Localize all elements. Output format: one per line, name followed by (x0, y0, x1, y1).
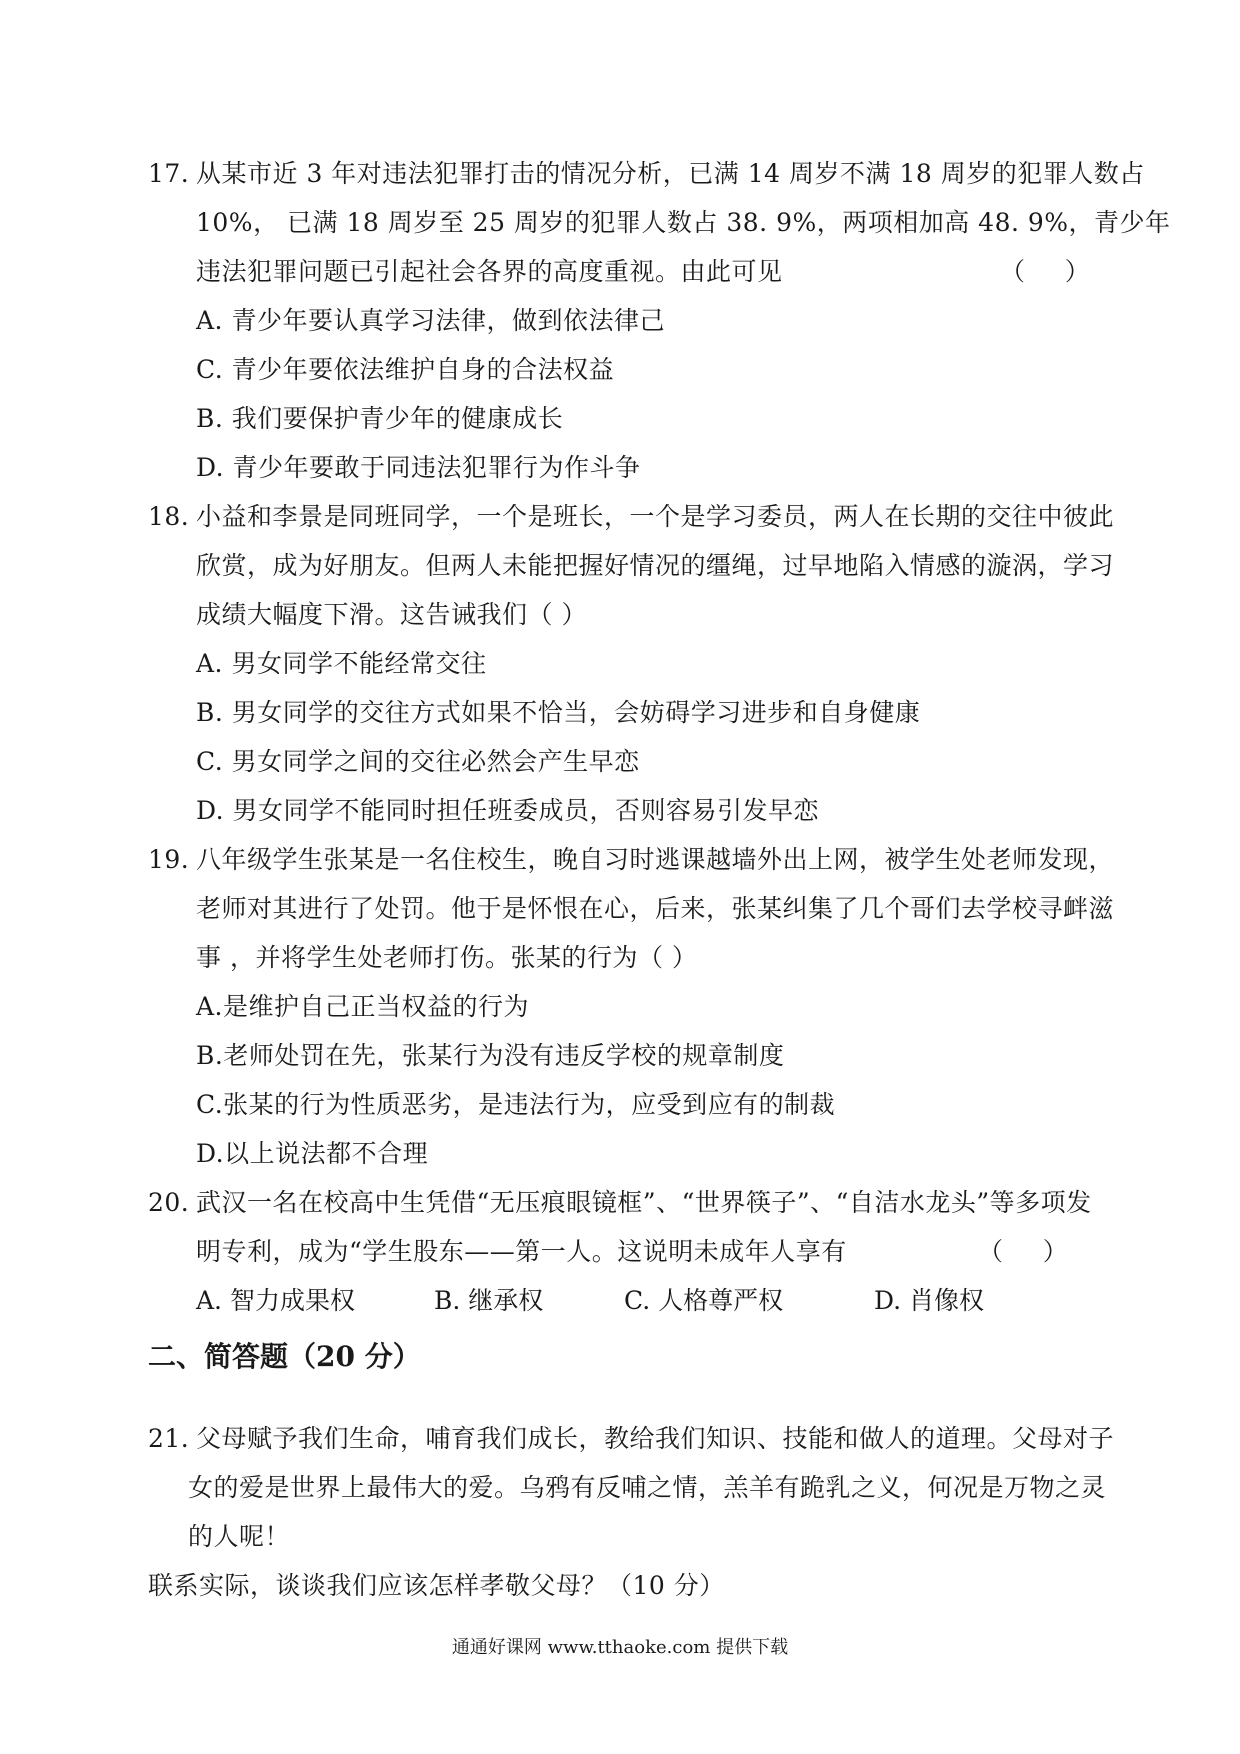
question-number: 21. (148, 1424, 190, 1453)
question-19-line-1: 19. 八年级学生张某是一名住校生，晚自习时逃课越墙外出上网，被学生处老师发现， (148, 843, 1114, 877)
question-20-option-c: C. 人格尊严权 (624, 1286, 784, 1315)
question-21-prompt: 联系实际，谈谈我们应该怎样孝敬父母？（10 分） (148, 1571, 725, 1600)
question-18-option-b: B. 男女同学的交往方式如果不恰当，会妨碍学习进步和自身健康 (196, 698, 921, 727)
question-18-option-a: A. 男女同学不能经常交往 (196, 649, 487, 678)
question-21-line-1: 21. 父母赋予我们生命，哺育我们成长，教给我们知识、技能和做人的道理。父母对子 (148, 1422, 1114, 1456)
question-number: 20. (148, 1188, 190, 1217)
question-17-option-c: C. 青少年要依法维护自身的合法权益 (196, 355, 615, 384)
question-19-option-d: D.以上说法都不合理 (196, 1139, 429, 1168)
answer-blank: （ ） (978, 1237, 1068, 1266)
question-17-option-a: A. 青少年要认真学习法律，做到依法律己 (196, 306, 665, 335)
question-20-option-d: D. 肖像权 (874, 1286, 985, 1315)
page-footer: 通通好课网 www.tthaoke.com 提供下载 (451, 1637, 789, 1658)
question-19-line-2: 老师对其进行了处罚。他于是怀恨在心，后来，张某纠集了几个哥们去学校寻衅滋 (196, 894, 1115, 923)
question-19-option-b: B.老师处罚在先，张某行为没有违反学校的规章制度 (196, 1041, 785, 1070)
question-number: 19. (148, 845, 190, 874)
question-17-line-1: 17. 从某市近 3 年对违法犯罪打击的情况分析，已满 14 周岁不满 18 周岁的犯罪人数占 (148, 157, 1145, 191)
question-17-option-d: D. 青少年要敢于同违法犯罪行为作斗争 (196, 453, 641, 482)
question-21-line-2: 女的爱是世界上最伟大的爱。乌鸦有反哺之情，羔羊有跪乳之义，何况是万物之灵 (188, 1473, 1107, 1502)
question-17-option-b: B. 我们要保护青少年的健康成长 (196, 404, 564, 433)
question-17-line-2: 10%， 已满 18 周岁至 25 周岁的犯罪人数占 38. 9%，两项相加高 48. 9%，青少年 (196, 208, 1171, 237)
question-19-line-3: 事 ，并将学生处老师打伤。张某的行为（ ） (196, 943, 698, 972)
question-17-line-3: 违法犯罪问题已引起社会各界的高度重视。由此可见 (196, 257, 783, 286)
question-21-line-3: 的人呢！ (188, 1522, 291, 1551)
question-number: 17. (148, 159, 190, 188)
question-20-option-b: B. 继承权 (434, 1286, 544, 1315)
question-18-line-1: 18. 小益和李景是同班同学，一个是班长，一个是学习委员，两人在长期的交往中彼此 (148, 500, 1114, 534)
question-number: 18. (148, 502, 190, 531)
question-20-line-1: 20. 武汉一名在校高中生凭借“无压痕眼镜框”、“世界筷子”、“自洁水龙头”等多项发 (148, 1186, 1092, 1220)
question-20-option-a: A. 智力成果权 (196, 1286, 355, 1315)
question-19-option-a: A.是维护自己正当权益的行为 (196, 992, 530, 1021)
question-18-line-3: 成绩大幅度下滑。这告诫我们（ ） (196, 600, 587, 629)
question-20-line-2: 明专利，成为“学生股东——第一人。这说明未成年人享有 (196, 1237, 847, 1266)
section-heading: 二、简答题（20 分） (148, 1340, 421, 1373)
question-18-line-2: 欣赏，成为好朋友。但两人未能把握好情况的缰绳，过早地陷入情感的漩涡，学习 (196, 551, 1115, 580)
question-18-option-d: D. 男女同学不能同时担任班委成员，否则容易引发早恋 (196, 796, 820, 825)
question-19-option-c: C.张某的行为性质恶劣，是违法行为，应受到应有的制裁 (196, 1090, 836, 1119)
answer-blank: （ ） (1000, 257, 1090, 286)
question-18-option-c: C. 男女同学之间的交往必然会产生早恋 (196, 747, 640, 776)
